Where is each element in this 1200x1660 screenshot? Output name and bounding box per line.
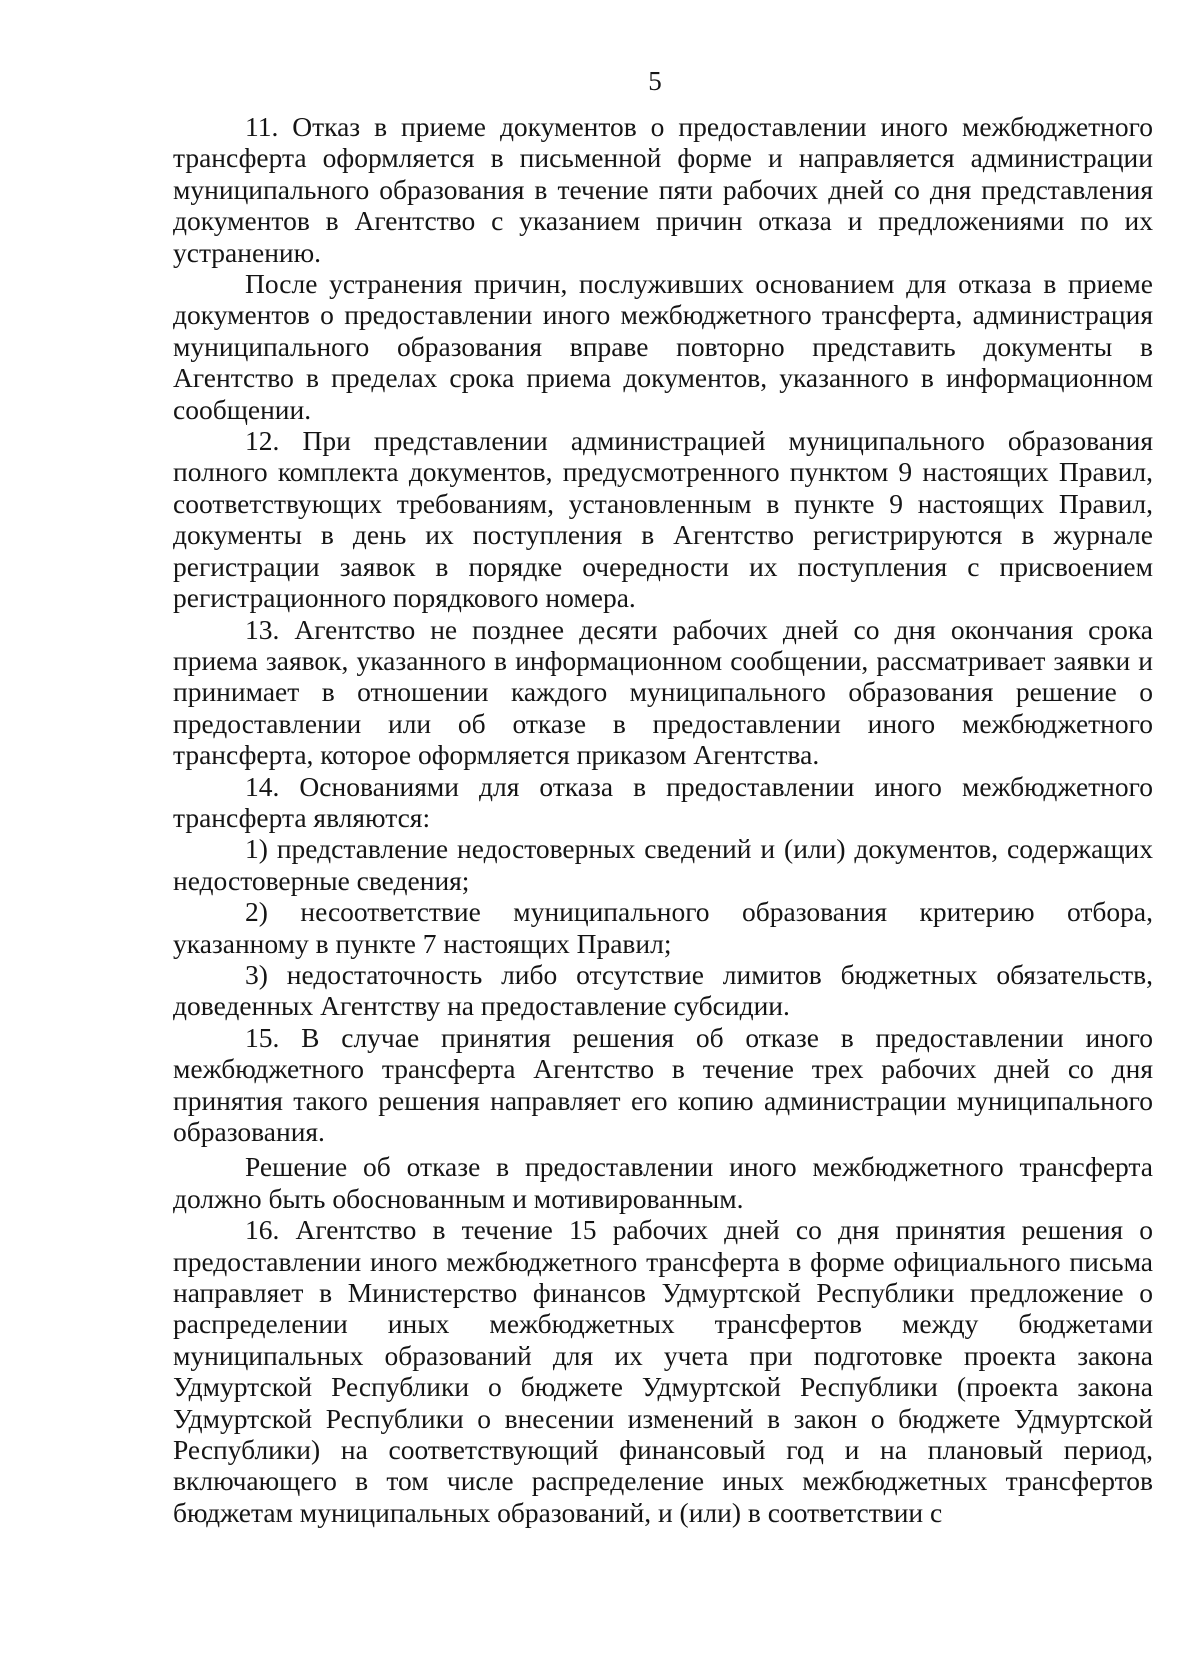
paragraph-14: 14. Основаниями для отказа в предоставлении иного межбюджетного трансферта являются: [173, 770, 1153, 833]
paragraph-15-continuation: Решение об отказе в предоставлении иного межбюджетного трансферта должно быть обоснованным и мотивированным. [173, 1151, 1153, 1214]
paragraph-11-continuation: После устранения причин, послуживших основанием для отказа в приеме документов о предоставлении иного межбюджетного трансферта, администрация муниципального образования вправе повторно представить документы в Агентство в пределах срока приема документов, указанного в информационном сообщении. [173, 268, 1153, 425]
paragraph-12: 12. При представлении администрацией муниципального образования полного комплекта документов, предусмотренного пунктом 9 настоящих Правил, соответствующих требованиям, установленным в пункте 9 настоящих Правил, документы в день их поступления в Агентство регистрируются в журнале регистрации заявок в порядке очередности их поступления с присвоением регистрационного порядкового номера. [173, 425, 1153, 614]
paragraph-11: 11. Отказ в приеме документов о предоставлении иного межбюджетного трансферта оформляется в письменной форме и направляется администрации муниципального образования в течение пяти рабочих дней со дня представления документов в Агентство с указанием причин отказа и предложениями по их устранению. [173, 111, 1153, 268]
list-item-1: 1) представление недостоверных сведений и (или) документов, содержащих недостоверные сведения; [173, 833, 1153, 896]
page-number: 5 [648, 66, 662, 96]
paragraph-16: 16. Агентство в течение 15 рабочих дней со дня принятия решения о предоставлении иного межбюджетного трансферта в форме официального письма направляет в Министерство финансов Удмуртской Республики предложение о распределении иных межбюджетных трансфертов между бюджетами муниципальных образований для их учета при подготовке проекта закона Удмуртской Республики о бюджете Удмуртской Республики (проекта закона Удмуртской Республики о внесении изменений в закон о бюджете Удмуртской Республики) на соответствующий финансовый год и на плановый период, включающего в том числе распределение иных межбюджетных трансфертов бюджетам муниципальных образований, и (или) в соответствии с [173, 1214, 1153, 1528]
list-item-3: 3) недостаточность либо отсутствие лимитов бюджетных обязательств, доведенных Агентству на предоставление субсидии. [173, 958, 1153, 1022]
paragraph-15: 15. В случае принятия решения об отказе в предоставлении иного межбюджетного трансферта Агентство в течение трех рабочих дней со дня принятия такого решения направляет его копию администрации муниципального образования. [173, 1021, 1153, 1147]
list-item-2: 2) несоответствие муниципального образования критерию отбора, указанному в пункте 7 настоящих Правил; [173, 896, 1153, 959]
paragraph-13: 13. Агентство не позднее десяти рабочих дней со дня окончания срока приема заявок, указанного в информационном сообщении, рассматривает заявки и принимает в отношении каждого муниципального образования решение о предоставлении или об отказе в предоставлении иного межбюджетного трансферта, которое оформляется приказом Агентства. [173, 613, 1153, 771]
document-body [173, 111, 1153, 1528]
